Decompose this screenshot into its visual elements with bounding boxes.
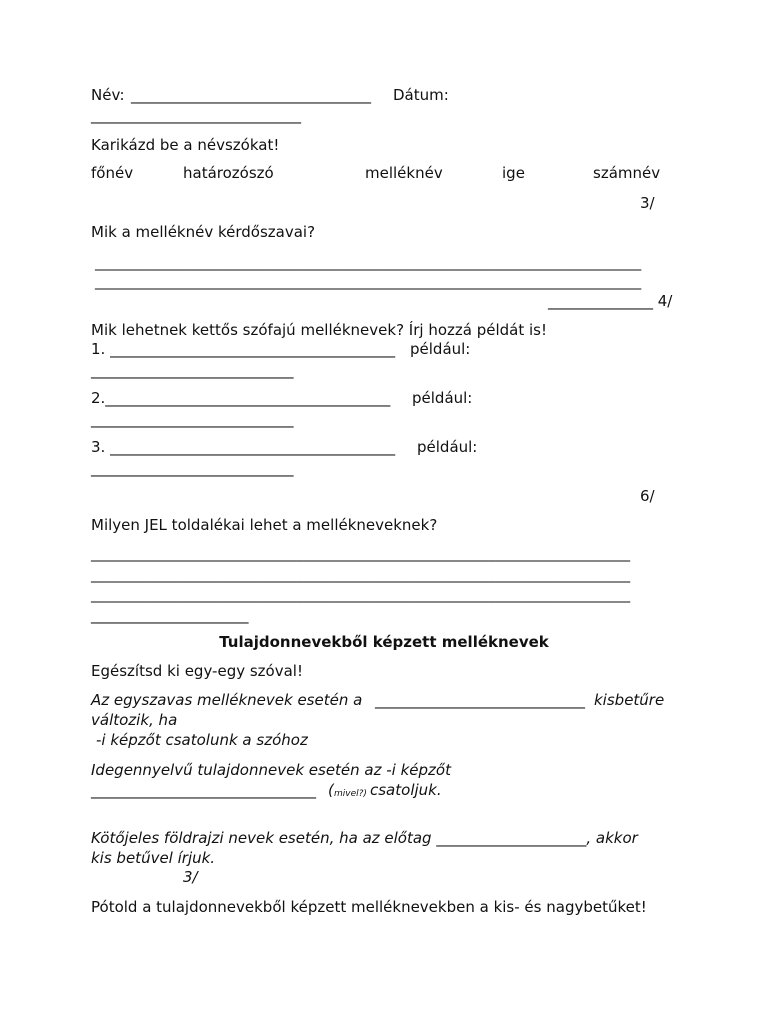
task3-score: 6/ — [640, 487, 655, 505]
item-2-example-label: például: — [412, 389, 473, 407]
task3-prompt: Mik lehetnek kettős szófajú melléknevek? Írj hozzá példát is! — [91, 321, 547, 339]
s2-open-paren: ( — [328, 781, 334, 799]
s2-blank[interactable]: ______________________________ — [91, 781, 316, 799]
s3-line1: Kötőjeles földrajzi nevek esetén, ha az előtag ____________________, akkor — [91, 829, 638, 847]
s1-line3: -i képzőt csatolunk a szóhoz — [96, 731, 308, 749]
task2-prompt: Mik a melléknév kérdőszavai? — [91, 223, 316, 241]
answer-line[interactable]: _____________________ — [91, 606, 249, 624]
item-3-example-blank[interactable]: ___________________________ — [91, 459, 294, 477]
s2-line1: Idegennyelvű tulajdonnevek esetén az -i képzőt — [91, 761, 451, 779]
answer-line[interactable]: ____________________________________________________________________________ — [91, 587, 631, 603]
name-blank[interactable]: ________________________________ — [131, 86, 371, 104]
answer-line[interactable]: ____________________________________________________________________________ — [91, 546, 631, 562]
s2-tail: csatoljuk. — [370, 781, 442, 799]
section-title: Tulajdonnevekből képzett melléknevek — [219, 633, 549, 651]
word-hatarozoszo[interactable]: határozószó — [183, 164, 274, 182]
s1-line2: változik, ha — [91, 711, 178, 729]
s2-small-note: mivel?) — [334, 789, 367, 799]
final-prompt: Pótold a tulajdonnevekből képzett melléknevekben a kis- és nagybetűket! — [91, 898, 647, 916]
date-blank[interactable]: ____________________________ — [91, 106, 301, 124]
item-3-example-label: például: — [417, 438, 478, 456]
word-ige[interactable]: ige — [502, 164, 525, 182]
s1-text-a: Az egyszavas melléknevek esetén a — [91, 691, 363, 709]
word-szamnev[interactable]: számnév — [593, 164, 661, 182]
date-label: Dátum: — [393, 86, 449, 104]
word-melleknev[interactable]: melléknév — [365, 164, 443, 182]
task1-prompt: Karikázd be a névszókat! — [91, 136, 280, 154]
item-2-blank[interactable]: 2.______________________________________ — [91, 389, 391, 407]
answer-line[interactable]: ____________________________________________________________________________ — [91, 567, 631, 583]
s1-text-b: kisbetűre — [594, 691, 665, 709]
word-fonev[interactable]: főnév — [91, 164, 134, 182]
task4-prompt: Milyen JEL toldalékai lehet a mellékneveknek? — [91, 516, 438, 534]
item-3-blank[interactable]: 3. ______________________________________ — [91, 438, 396, 456]
item-1-example-blank[interactable]: ___________________________ — [91, 361, 294, 379]
item-1-example-label: például: — [410, 340, 471, 358]
section-score: 3/ — [183, 868, 198, 886]
s1-blank[interactable]: ____________________________ — [375, 691, 585, 709]
s3-line2: kis betűvel írjuk. — [91, 849, 216, 867]
answer-line[interactable]: _____________________________________________________________________________ — [95, 274, 642, 290]
name-label: Név: — [91, 86, 125, 104]
section-instruction: Egészítsd ki egy-egy szóval! — [91, 662, 303, 680]
item-2-example-blank[interactable]: ___________________________ — [91, 410, 294, 428]
item-1-blank[interactable]: 1. ______________________________________ — [91, 340, 396, 358]
task1-score: 3/ — [640, 194, 655, 212]
task2-score: ______________ 4/ — [548, 292, 673, 310]
answer-line[interactable]: _____________________________________________________________________________ — [95, 255, 642, 271]
